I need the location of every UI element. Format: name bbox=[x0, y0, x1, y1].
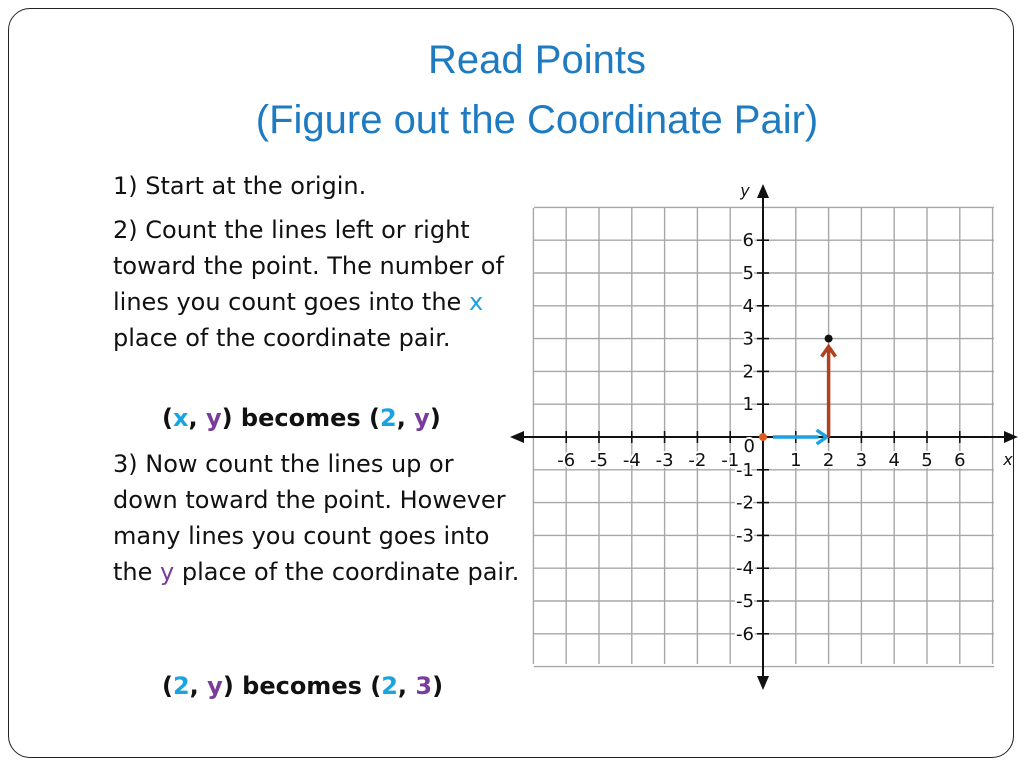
step-3-y-highlight: y bbox=[160, 558, 175, 586]
x-tick-label: -6 bbox=[557, 450, 576, 471]
eq2-open: ( bbox=[162, 672, 173, 700]
eq1-y2: y bbox=[414, 404, 430, 432]
step-2-text-a: 2) Count the lines left or right toward the point. The number of lines you count goes into the bbox=[113, 216, 504, 316]
slide-title: Read Points bbox=[428, 38, 646, 82]
x-tick-label: 2 bbox=[822, 450, 835, 471]
x-tick-label: -5 bbox=[590, 450, 608, 471]
eq2-close: ) bbox=[432, 672, 444, 700]
y-tick-label: 5 bbox=[742, 263, 754, 284]
eq1-comma2: , bbox=[396, 404, 415, 432]
y-tick-label: 2 bbox=[742, 361, 754, 383]
y-tick-label: -4 bbox=[736, 558, 754, 580]
eq1-close: ) bbox=[429, 404, 441, 432]
y-axis-up-arrowhead bbox=[757, 184, 769, 198]
eq1-x2: 2 bbox=[379, 404, 397, 432]
x-tick-label: 1 bbox=[790, 450, 802, 471]
eq1-open: ( bbox=[162, 404, 173, 432]
x-axis-label: x bbox=[1003, 450, 1013, 469]
y-tick-label: 6 bbox=[742, 230, 754, 252]
y-tick-label: 1 bbox=[742, 394, 754, 416]
eq1-comma: , bbox=[188, 404, 206, 432]
step-1-text: 1) Start at the origin. bbox=[113, 172, 367, 200]
step-2-text-b: place of the coordinate pair. bbox=[113, 324, 451, 352]
plotted-point bbox=[825, 335, 833, 343]
step-3-text-a: 3) Now count the lines up or down toward the point. However many lines you count goes into the bbox=[113, 450, 506, 586]
y-tick-label: -2 bbox=[736, 492, 754, 514]
y-tick-label: -3 bbox=[736, 525, 754, 547]
eq1-mid: ) becomes ( bbox=[221, 404, 380, 432]
eq2-comma: , bbox=[189, 672, 208, 700]
eq2-mid: ) becomes ( bbox=[222, 672, 382, 700]
x-tick-label: -1 bbox=[721, 450, 740, 471]
x-tick-label: 3 bbox=[855, 450, 868, 471]
step-2-x-highlight: x bbox=[468, 288, 484, 316]
y-tick-label: 3 bbox=[742, 328, 754, 350]
x-tick-label: 6 bbox=[954, 450, 966, 471]
x-tick-label: -4 bbox=[622, 450, 641, 471]
eq2-y2: 3 bbox=[415, 672, 433, 700]
x-axis-right-arrowhead bbox=[1004, 431, 1018, 443]
origin-dot bbox=[759, 433, 767, 441]
eq2-y: y bbox=[207, 672, 223, 700]
eq2-x2: 2 bbox=[381, 672, 398, 700]
y-tick-label: -5 bbox=[736, 591, 754, 612]
step-3-text-b: place of the coordinate pair. bbox=[174, 558, 520, 586]
x-tick-label: 5 bbox=[921, 450, 933, 471]
eq1-y: y bbox=[205, 404, 222, 432]
x-tick-label: -2 bbox=[688, 450, 707, 471]
x-tick-label: 4 bbox=[888, 450, 900, 471]
eq2-x: 2 bbox=[172, 672, 190, 700]
y-tick-label: -6 bbox=[736, 623, 754, 645]
x-tick-label: -3 bbox=[655, 450, 674, 471]
x-axis-left-arrowhead bbox=[510, 431, 524, 443]
eq1-x: x bbox=[172, 404, 189, 432]
y-axis-down-arrowhead bbox=[757, 676, 769, 690]
eq2-comma2: , bbox=[397, 672, 416, 700]
y-tick-label: -1 bbox=[736, 459, 754, 481]
y-tick-label: 4 bbox=[742, 295, 754, 317]
origin-label: 0 bbox=[743, 436, 755, 457]
slide-subtitle: (Figure out the Coordinate Pair) bbox=[255, 98, 819, 142]
y-axis-label: y bbox=[740, 181, 750, 200]
